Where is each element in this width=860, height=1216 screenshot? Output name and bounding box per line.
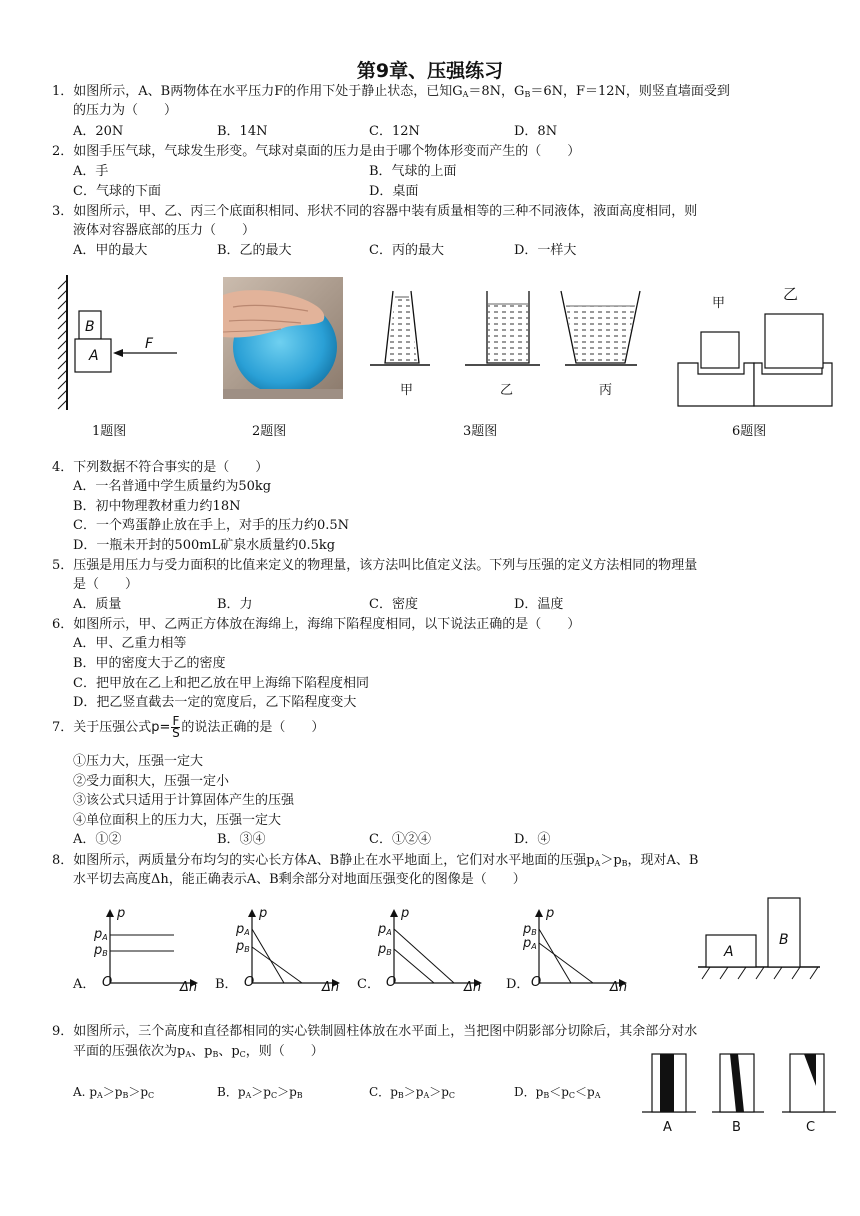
q8a-pa: $p_A$ [94,927,108,942]
fig2-caption: 2题图 [252,424,287,439]
q8a-pb: $p_B$ [94,943,108,958]
q8b-origin: O [244,975,255,990]
fig3-label-yi: 乙 [500,383,514,398]
q2-option-c[interactable]: C．气球的下面 [73,184,161,199]
q9-option-a[interactable]: A. $p_A>p_B>p_C$ [73,1085,155,1100]
q1-option-d[interactable]: D．8N [514,124,558,139]
q5-stem-line1: 5．压强是用压力与受力面积的比值来定义的物理量，该方法叫比值定义法。下列与压强的定义方法相同的物理量 [52,558,698,573]
q2-stem: 2．如图手压气球，气球发生形变。气球对桌面的压力是由于哪个物体形变而产生的（ ） [52,144,581,159]
fig6-label-jia: 甲 [712,296,726,311]
q4-option-b[interactable]: B．初中物理教材重力约18N [73,499,241,514]
figure-6-sponges [676,308,836,408]
q1-option-a[interactable]: A．20N [73,124,124,139]
q8b-axis-dh: Δh [322,980,340,995]
fig3-label-jia: 甲 [400,383,414,398]
fig1-caption: 1题图 [92,424,127,439]
q8b-pa: $p_A$ [236,922,250,937]
q7-item-2: ②受力面积大，压强一定小 [73,774,230,789]
q2-option-d[interactable]: D．桌面 [369,184,419,199]
q6-option-d[interactable]: D．把乙竖直截去一定的宽度后，乙下陷程度变大 [73,695,357,710]
q5-option-b[interactable]: B．力 [217,597,253,612]
q1-stem-line1: 1．如图所示，A、B两物体在水平压力F的作用下处于静止状态，已知$G_A=8N$，$G_B=6N$，F＝12N，则竖直墙面受到 [52,84,730,99]
q1-option-b[interactable]: B．14N [217,124,268,139]
q6-option-b[interactable]: B．甲的密度大于乙的密度 [73,656,226,671]
q8b-axis-p: p [259,906,268,921]
q8d-pa: $p_A$ [523,936,537,951]
q8c-origin: O [386,975,397,990]
fig3-label-bing: 丙 [599,383,613,398]
q1-option-c[interactable]: C．12N [369,124,420,139]
q5-option-c[interactable]: C．密度 [369,597,418,612]
fig1-label-b: B [85,319,95,335]
fig6-label-yi: 乙 [783,285,799,303]
q5-option-d[interactable]: D．温度 [514,597,564,612]
q9-option-c[interactable]: C．$p_B>p_A>p_C$ [369,1085,456,1100]
q7-option-b[interactable]: B．③④ [217,832,266,847]
q6-stem: 6．如图所示，甲、乙两正方体放在海绵上，海绵下陷程度相同，以下说法正确的是（ ） [52,617,581,632]
q2-option-b[interactable]: B．气球的上面 [369,164,457,179]
figure-3-containers [365,285,645,375]
q9-option-b[interactable]: B．$p_A>p_C>p_B$ [217,1085,303,1100]
q8d-axis-p: p [546,906,555,921]
q9-cyl-label-b: B [732,1120,741,1135]
q8b-pb: $p_B$ [236,939,250,954]
q4-option-a[interactable]: A．一名普通中学生质量约为50kg [73,479,272,494]
q8-block-a-label: A [724,944,734,960]
q9-stem-line1: 9．如图所示，三个高度和直径都相同的实心铁制圆柱体放在水平面上，当把图中阴影部分切除后，其余部分对水 [52,1024,698,1039]
q8-stem-line2: 水平切去高度Δh，能正确表示A、B剩余部分对地面压强变化的图像是（ ） [73,872,526,887]
q7-option-c[interactable]: C．①②④ [369,832,431,847]
q9-stem-line2: 平面的压强依次为$p_A$、$p_B$、$p_C$，则（ ） [73,1044,324,1059]
q8-stem-line1: 8．如图所示，两质量分布均匀的实心长方体A、B静止在水平地面上，它们对水平地面的压强$p_A>p_B$，现对A、B [52,853,699,868]
fig3-caption: 3题图 [463,424,498,439]
q8-letter-d[interactable]: D． [506,977,530,992]
q7-item-3: ③该公式只适用于计算固体产生的压强 [73,793,295,808]
fig1-label-a: A [89,348,99,364]
q3-option-b[interactable]: B．乙的最大 [217,243,292,258]
figure-2-hand-balloon [223,277,343,399]
q6-option-a[interactable]: A．甲、乙重力相等 [73,636,187,651]
q1-stem-line2: 的压力为（ ） [73,103,178,118]
q8a-origin: O [102,975,113,990]
q9-cylinders-figure [640,1050,840,1116]
q9-cyl-label-a: A [663,1120,672,1135]
q6-option-c[interactable]: C．把甲放在乙上和把乙放在甲上海绵下陷程度相同 [73,676,369,691]
q9-cyl-label-c: C [806,1120,816,1135]
q8d-axis-dh: Δh [610,980,628,995]
figure-1-wall-blocks [55,275,195,415]
q8d-pb: $p_B$ [523,922,537,937]
q8-letter-b[interactable]: B． [215,977,238,992]
q3-stem-line2: 液体对容器底部的压力（ ） [73,223,256,238]
fig1-label-f: F [145,336,154,352]
q4-option-c[interactable]: C．一个鸡蛋静止放在手上，对手的压力约0.5N [73,518,349,533]
q5-stem-line2: 是（ ） [73,577,139,592]
q3-stem-line1: 3．如图所示，甲、乙、丙三个底面积相同、形状不同的容器中装有质量相等的三种不同液体，液面高度相同，则 [52,204,698,219]
q8-blocks-figure [698,895,822,985]
q4-stem: 4．下列数据不符合事实的是（ ） [52,460,269,475]
q7-item-4: ④单位面积上的压力大，压强一定大 [73,813,282,828]
fig6-caption: 6题图 [732,424,767,439]
q7-option-d[interactable]: D．④ [514,832,551,847]
q8c-pa: $p_A$ [378,922,392,937]
q8a-axis-p: p [117,906,126,921]
q9-option-d[interactable]: D．$p_B<p_C<p_A$ [514,1085,601,1100]
q8c-axis-dh: Δh [464,980,482,995]
q4-option-d[interactable]: D．一瓶未开封的500mL矿泉水质量约0.5kg [73,538,336,553]
q8c-pb: $p_B$ [378,942,392,957]
q8c-axis-p: p [401,906,410,921]
q8-block-b-label: B [779,932,789,948]
q7-option-a[interactable]: A．①② [73,832,122,847]
q5-option-a[interactable]: A．质量 [73,597,122,612]
q7-stem: 7．关于压强公式p= $\frac{F}{S}$ 的说法正确的是（ ） [52,714,325,740]
q8-letter-a[interactable]: A． [73,977,96,992]
q2-option-a[interactable]: A．手 [73,164,109,179]
q3-option-d[interactable]: D．一样大 [514,243,577,258]
page-title: 第9章、压强练习 [356,60,504,82]
q8-letter-c[interactable]: C． [357,977,380,992]
q3-option-c[interactable]: C．丙的最大 [369,243,444,258]
q3-option-a[interactable]: A．甲的最大 [73,243,148,258]
q8d-origin: O [531,975,542,990]
q8a-axis-dh: Δh [180,980,198,995]
formula-fraction: $\frac{F}{S}$ [172,714,180,740]
q7-item-1: ①压力大，压强一定大 [73,754,204,769]
